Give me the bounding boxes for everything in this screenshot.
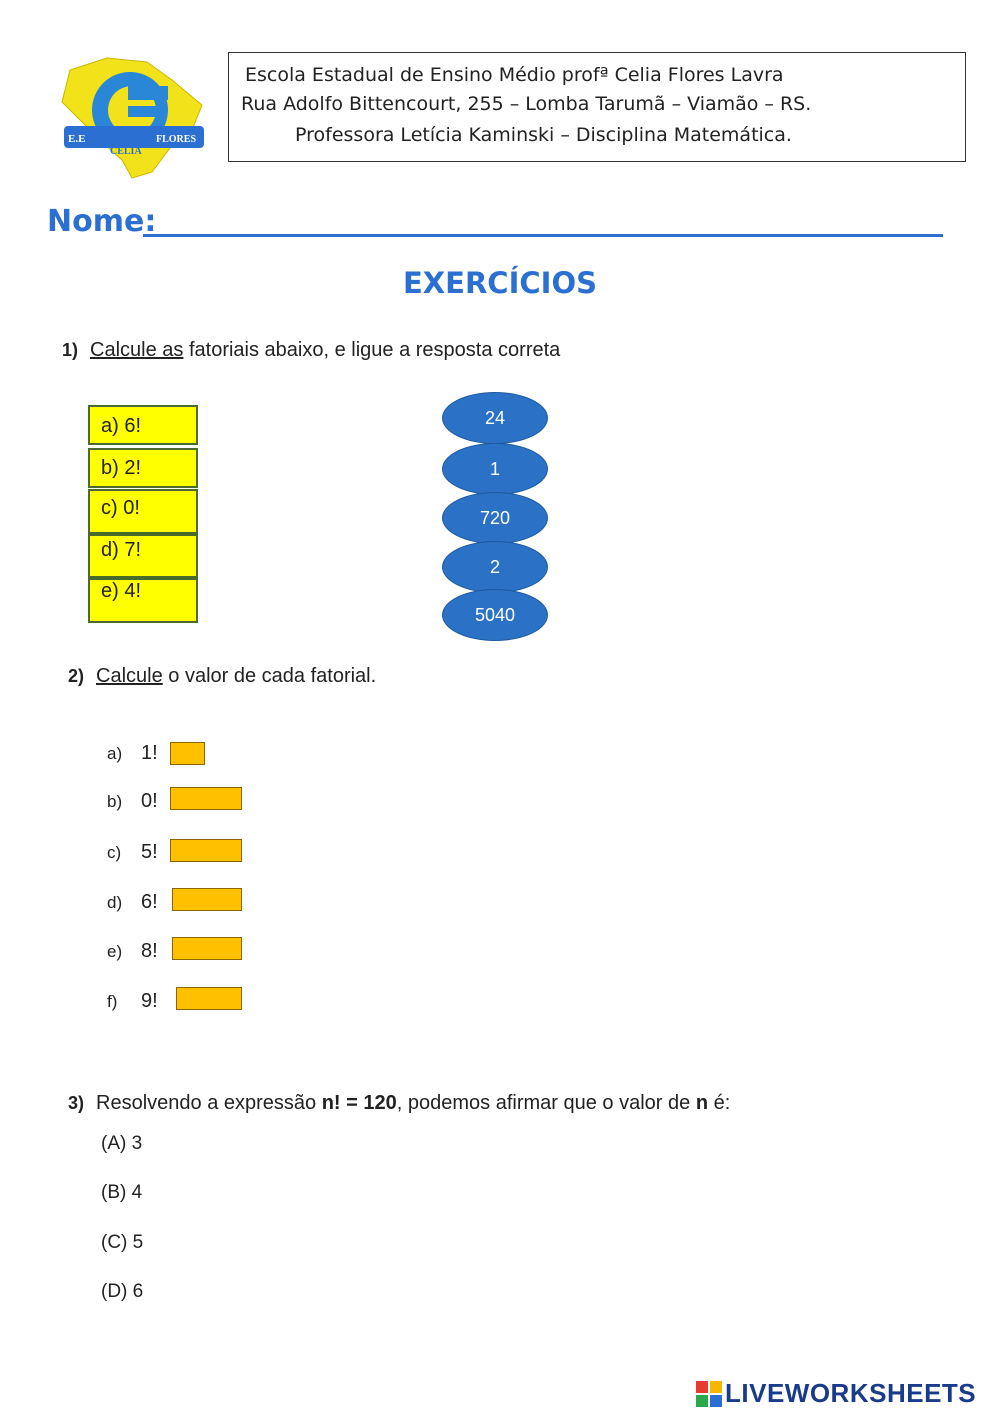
question-3: 3) Resolvendo a expressão n! = 120, podemos afirmar que o valor de n é: [68,1092,731,1114]
question-text-underlined: Calcule as [90,339,184,361]
factorial-item[interactable]: c) 0! [88,489,198,534]
answer-oval[interactable]: 2 [442,541,548,593]
list-item: d) 6! [107,891,158,913]
answer-input[interactable] [172,888,242,911]
answer-input[interactable] [170,787,242,810]
name-input-line[interactable] [143,234,943,237]
answer-input[interactable] [170,742,205,765]
list-item: e) 8! [107,940,158,962]
factorial-item[interactable]: e) 4! [88,578,198,623]
question-number: 1) [62,340,79,360]
question-text-underlined: Calcule [96,665,163,687]
answer-input[interactable] [170,839,242,862]
school-name: Escola Estadual de Ensino Médio profª Celia Flores Lavra [245,64,784,86]
list-item: b) 0! [107,790,158,812]
logo-text-ef: E.E [68,133,86,145]
answer-option-d[interactable]: (D) 6 [101,1281,144,1302]
watermark-text: LIVEWORKSHEETS [725,1378,977,1408]
list-item: f) 9! [107,990,158,1012]
answer-option-a[interactable]: (A) 3 [101,1133,143,1154]
teacher-line: Professora Letícia Kaminski – Disciplina Matemática. [295,124,792,146]
factorial-item[interactable]: d) 7! [88,534,198,578]
school-logo [52,50,210,182]
page-title: EXERCÍCIOS [403,266,597,300]
question-text: o valor de cada fatorial. [162,665,377,687]
factorial-item[interactable]: b) 2! [88,448,198,488]
question-number: 3) [68,1093,85,1113]
answer-option-c[interactable]: (C) 5 [101,1232,144,1253]
factorial-item[interactable]: a) 6! [88,405,198,445]
logo-text-celia: CELIA [110,146,142,157]
list-item: a) 1! [107,742,158,764]
liveworksheets-logo-icon [696,1381,722,1407]
school-header-box [228,52,966,162]
answer-oval[interactable]: 720 [442,492,548,544]
liveworksheets-watermark [696,1378,976,1409]
question-number: 2) [68,666,85,686]
question-2 [68,665,376,688]
name-label: Nome: [47,204,157,239]
answer-input[interactable] [172,937,242,960]
logo-text-flores: FLORES [156,134,197,145]
question-1 [62,339,560,362]
answer-oval[interactable]: 24 [442,392,548,444]
school-address: Rua Adolfo Bittencourt, 255 – Lomba Tarumã – Viamão – RS. [241,93,812,115]
question-text: fatoriais abaixo, e ligue a resposta correta [183,339,561,361]
list-item: c) 5! [107,841,158,863]
answer-input[interactable] [176,987,242,1010]
answer-oval[interactable]: 5040 [442,589,548,641]
answer-oval[interactable]: 1 [442,443,548,495]
answer-option-b[interactable]: (B) 4 [101,1182,143,1203]
